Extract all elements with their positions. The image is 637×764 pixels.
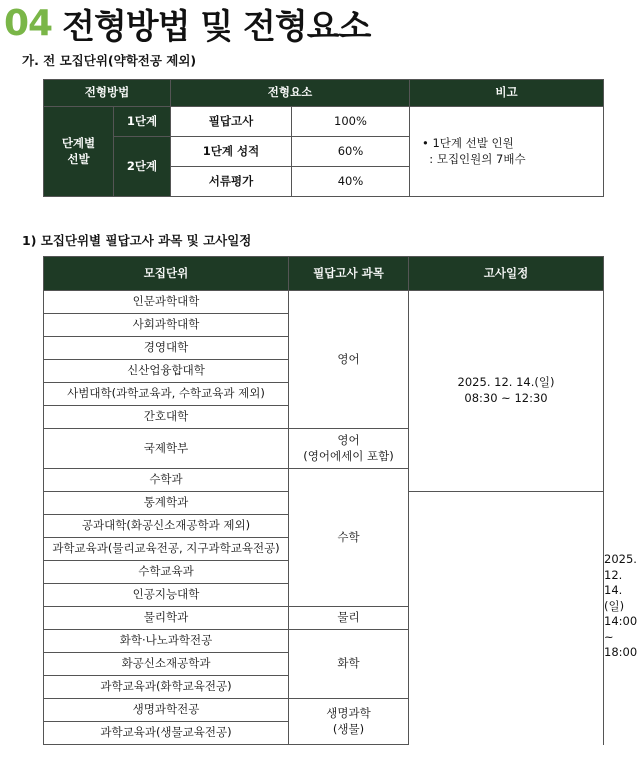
note-line: : 모집인원의 7배수 [422, 151, 526, 166]
unit-cell: 과학교육과(화학교육전공) [44, 676, 289, 699]
stage1-label: 1단계 [114, 107, 171, 137]
unit-cell: 과학교육과(물리교육전공, 지구과학교육전공) [44, 538, 289, 561]
header-method: 전형방법 [44, 80, 171, 107]
subject-english-essay [289, 429, 409, 469]
unit-cell: 통계학과 [44, 492, 289, 515]
method-label: 단계별 선발 [44, 107, 114, 197]
header-subject: 필답고사 과목 [289, 257, 409, 291]
unit-cell: 생명과학전공 [44, 699, 289, 722]
page-header [4, 0, 370, 46]
note-line: • 1단계 선발 인원 [422, 135, 514, 150]
percent-cell: 60% [292, 137, 410, 167]
unit-cell: 사범대학(과학교육과, 수학교육과 제외) [44, 383, 289, 406]
unit-cell: 경영대학 [44, 337, 289, 360]
unit-cell: 간호대학 [44, 406, 289, 429]
unit-cell: 물리학과 [44, 607, 289, 630]
unit-cell: 화공신소재공학과 [44, 653, 289, 676]
percent-cell: 100% [292, 107, 410, 137]
subject-biology [289, 699, 409, 745]
subject-physics: 물리 [289, 607, 409, 630]
exam-date: 2025. 12. 14.(일) [457, 375, 555, 390]
header-element: 전형요소 [171, 80, 410, 107]
section-1-title: 1) 모집단위별 필답고사 과목 및 고사일정 [22, 233, 252, 248]
percent-cell: 40% [292, 167, 410, 197]
selection-method-table [43, 79, 604, 197]
element-cell: 필답고사 [171, 107, 292, 137]
exam-time: 08:30 ~ 12:30 [464, 391, 548, 405]
subject-line: (생물) [332, 721, 365, 736]
unit-cell: 국제학부 [44, 429, 289, 469]
unit-cell: 공과대학(화공신소재공학과 제외) [44, 515, 289, 538]
section-number: 04 [4, 2, 53, 44]
subject-english: 영어 [289, 291, 409, 429]
unit-cell: 과학교육과(생물교육전공) [44, 722, 289, 745]
page-title: 전형방법 및 전형요소 [62, 6, 371, 47]
subject-line: (영어에세이 포함) [303, 448, 394, 463]
stage2-label: 2단계 [114, 137, 171, 197]
unit-cell: 화학·나노과학전공 [44, 630, 289, 653]
element-cell: 1단계 성적 [171, 137, 292, 167]
element-cell: 서류평가 [171, 167, 292, 197]
subject-line: 영어 [337, 432, 360, 447]
subject-math: 수학 [289, 469, 409, 607]
header-note: 비고 [410, 80, 604, 107]
exam-schedule-table: 모집단위 필답고사 과목 고사일정 인문과학대학 영어 2025. 12. 14.(일) 08:30 ~ 12:30 사회과학대학 경영대학 신산업융합대학 사범대학(과학교육과, 수학교육과 제외) 간호대학 국제학부 영어 (영어에세이 포함) 수학과 수학 2025. 12. 14.(일) 14:00 ~ 18:00 통계학과 공과대학(화공신소재공학과 제외) 과학교육과(물리교육전공, 지구과학교육전공) 수학교육과 인공지능대학 물리학과 물리 화학·나노과학전공 화학 화공신소재공학과 과학교육과(화학교육전공) 생명과학전공 생명과학 (생물) 과학교육과(생물교육전공) [43, 256, 604, 745]
subject-chemistry: 화학 [289, 630, 409, 699]
schedule-am [409, 291, 604, 492]
unit-cell: 신산업융합대학 [44, 360, 289, 383]
header-unit: 모집단위 [44, 257, 289, 291]
header-schedule: 고사일정 [409, 257, 604, 291]
unit-cell: 인공지능대학 [44, 584, 289, 607]
note-cell [410, 107, 604, 197]
unit-cell: 인문과학대학 [44, 291, 289, 314]
section-a-title: 가. 전 모집단위(약학전공 제외) [22, 53, 197, 68]
subject-line: 생명과학 [326, 705, 371, 720]
unit-cell: 수학교육과 [44, 561, 289, 584]
unit-cell: 사회과학대학 [44, 314, 289, 337]
unit-cell: 수학과 [44, 469, 289, 492]
